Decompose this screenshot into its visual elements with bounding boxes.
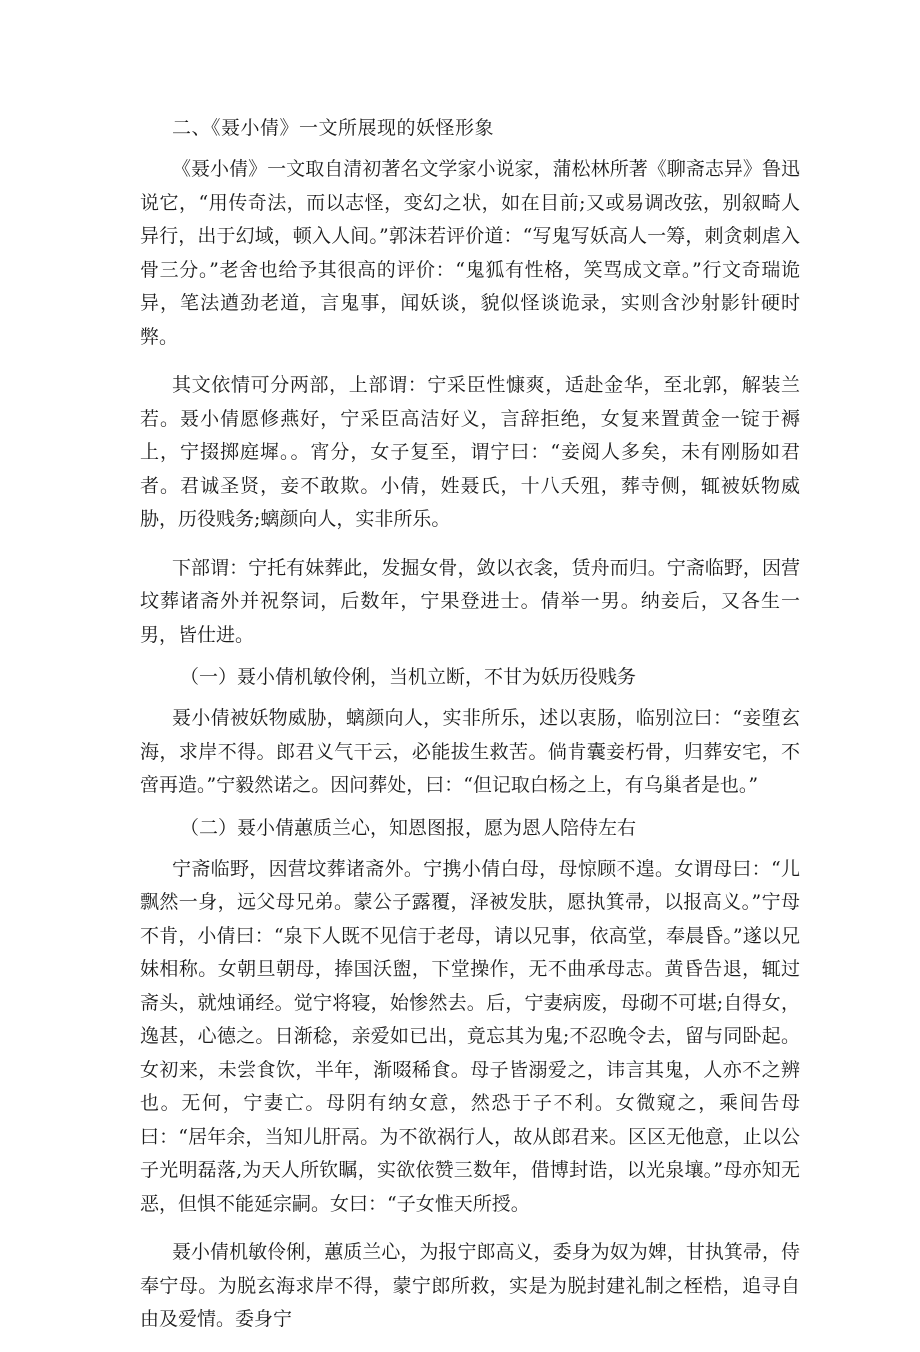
subsection-2-paragraph-2: 聂小倩机敏伶俐，蕙质兰心，为报宁郎高义，委身为奴为婢，甘执箕帚，侍奉宁母。为脱玄海求岸不得，蒙宁郎所救，实是为脱封建礼制之桎梏，追寻自由及爱情。委身宁 xyxy=(140,1241,800,1330)
paragraph-lower-part: 下部谓：宁托有妹葬此，发掘女骨，敛以衣衾，赁舟而归。宁斋临野，因营坟葬诸斋外并祝祭词，后数年，宁果登进士。倩举一男。纳妾后，又各生一男，皆仕进。 xyxy=(140,556,800,646)
paragraph-upper-part: 其文依情可分两部，上部谓：宁采臣性慷爽，适赴金华，至北郭，解装兰若。聂小倩愿修燕好，宁采臣高洁好义，言辞拒绝，女复来置黄金一锭于褥上，宁掇掷庭墀。。宵分，女子复至，谓宁曰：“妾阅人多矣，未有刚肠如君者。君诚圣贤，妾不敢欺。小倩，姓聂氏，十八夭殂，葬寺侧，辄被妖物威胁，历役贱务;螭颜向人，实非所乐。 xyxy=(140,374,800,530)
paragraph-intro: 《聂小倩》一文取自清初著名文学家小说家，蒲松林所著《聊斋志异》鲁迅说它，“用传奇法，而以志怪，变幻之状，如在目前;又或易调改弦，别叙畸人异行，出于幻域，顿入人间。”郭沫若评价道：“写鬼写妖高人一筹，刺贪刺虐入骨三分。”老舍也给予其很高的评价：“鬼狐有性格，笑骂成文章。”行文奇瑞诡异，笔法遒劲老道，言鬼事，闻妖谈，貌似怪谈诡录，实则含沙射影针硬时弊。 xyxy=(140,158,800,348)
subsection-1-title: （一）聂小倩机敏伶俐，当机立断，不甘为妖历役贱务 xyxy=(180,666,637,688)
document-page xyxy=(140,118,800,1352)
subsection-1-paragraph: 聂小倩被妖物威胁，螭颜向人，实非所乐，述以衷肠，临别泣曰：“妾堕玄海，求岸不得。郎君义气干云，必能拔生救苦。倘肯囊妾朽骨，归葬安宅，不啻再造。”宁毅然诺之。因问葬处，曰：“但记取白杨之上，有乌巢者是也。” xyxy=(140,707,800,796)
subsection-2-title: （二）聂小倩蕙质兰心，知恩图报，愿为恩人陪侍左右 xyxy=(180,816,637,839)
subsection-2-paragraph-1: 宁斋临野，因营坟葬诸斋外。宁携小倩白母，母惊顾不遑。女谓母曰：“儿飘然一身，远父母兄弟。蒙公子露覆，泽被发肤，愿执箕帚，以报高义。”宁母不肯，小倩曰：“泉下人既不见信于老母，请以兄事，依高堂，奉晨昏。”遂以兄妹相称。女朝旦朝母，捧国沃盥，下堂操作，无不曲承母志。黄昏告退，辄过斋头，就烛诵经。觉宁将寝，始惨然去。后，宁妻病废，母砌不可堪;自得女，逸甚，心德之。日渐稔，亲爱如已出，竟忘其为鬼;不忍晚令去，留与同卧起。女初来，未尝食饮，半年，渐啜稀食。母子皆溺爱之，讳言其鬼，人亦不之辨也。无何，宁妻亡。母阴有纳女意，然恐于子不利。女微窥之，乘间告母曰：“居年余，当知儿肝鬲。为不欲祸行人，故从郎君来。区区无他意，止以公子光明磊落,为天人所钦瞩，实欲依赞三数年，借博封诰，以光泉壤。”母亦知无恶，但惧不能延宗嗣。女曰：“子女惟天所授。 xyxy=(140,857,800,1215)
section-heading: 二、《聂小倩》一文所展现的妖怪形象 xyxy=(172,117,495,139)
